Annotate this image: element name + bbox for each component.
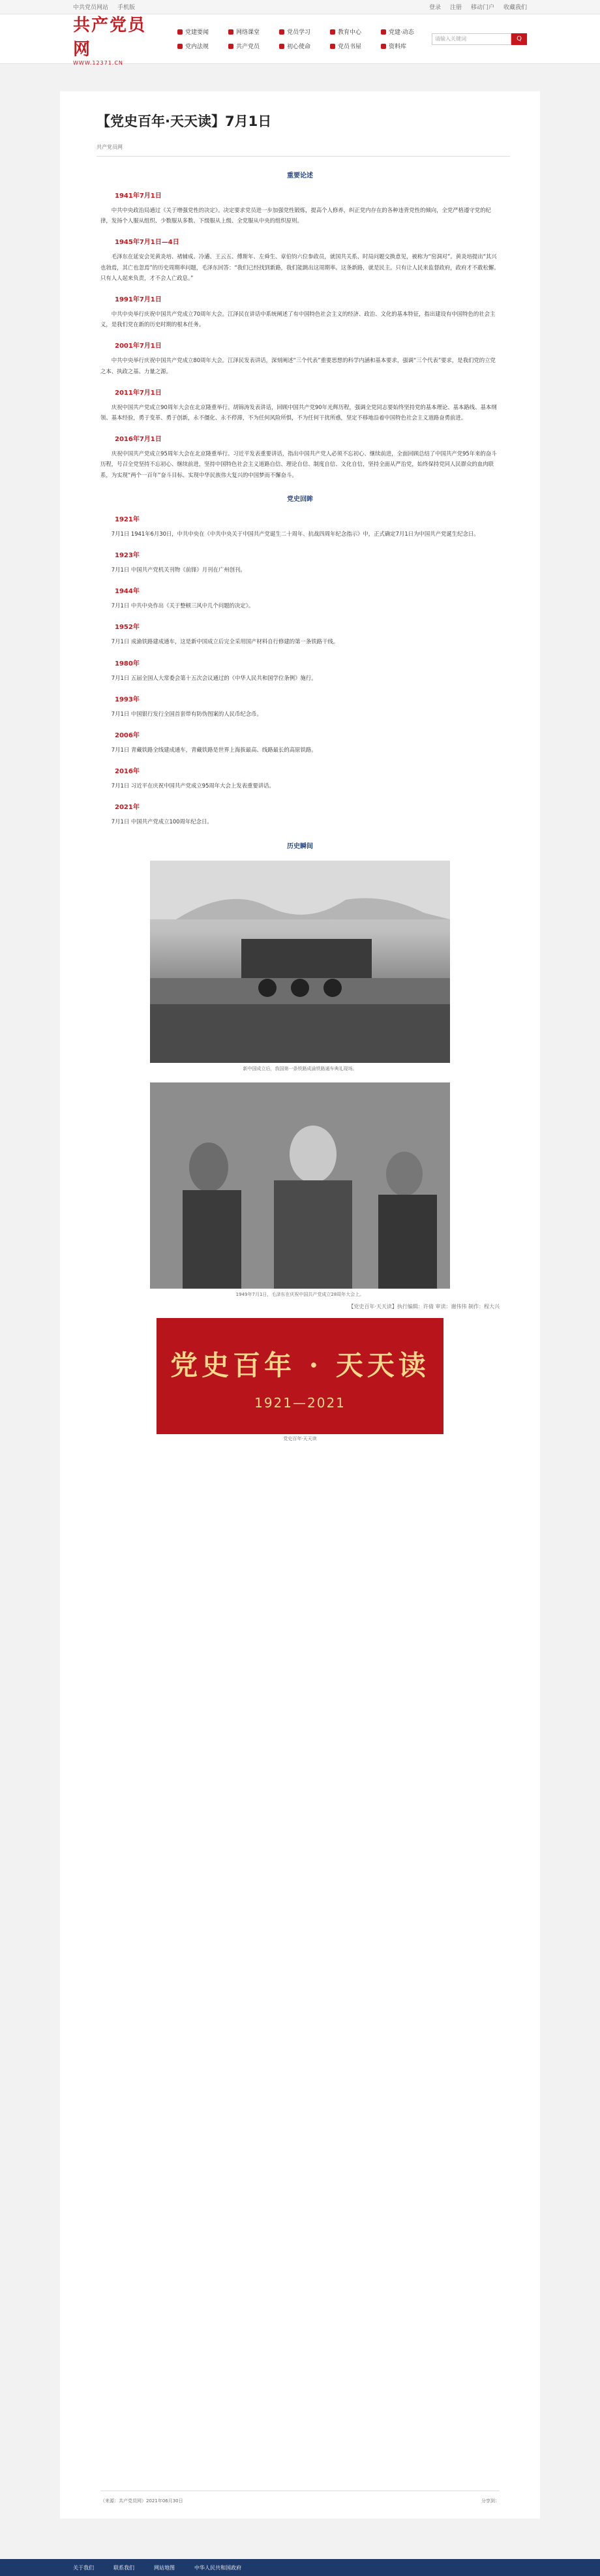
nav-item[interactable] (381, 27, 432, 36)
leader-illustration (150, 1082, 450, 1289)
train-illustration (150, 861, 450, 1063)
nav-item[interactable] (177, 42, 228, 50)
entry-date: 1991年7月1日 (115, 296, 162, 304)
history-list (100, 514, 500, 827)
nav-label: 党员学习 (287, 29, 311, 36)
entry-date: 2021年 (115, 804, 140, 812)
entry-paragraph: 7月1日 五届全国人大常委会第十五次会议通过的《中华人民共和国学位条例》施行。 (111, 674, 317, 681)
nav-label: 教育中心 (338, 29, 362, 36)
entry-paragraph: 7月1日 中共中央作出《关于整顿三风中几个问题的决定》。 (111, 602, 254, 609)
entry-paragraph: 庆祝中国共产党成立90周年大会在北京隆重举行。胡锦涛发表讲话，回顾中国共产党90年光辉历程，强调全党同志要始终坚持党的基本理论、基本路线、基本纲领、基本经验，勇于变革、勇于创新，永不僵化、永不停滞，不为任何风险所惧，不为任何干扰所惑，坚定不移地沿着中国特色社会主义道路奋勇前进。 (100, 403, 497, 422)
entry-date: 2016年7月1日 (115, 436, 162, 444)
banner-years: 1921—2021 (254, 1394, 346, 1411)
entry-date: 1923年 (115, 552, 140, 560)
nav-label: 党建·动态 (389, 29, 414, 36)
entry-date: 1952年 (115, 624, 140, 632)
nav-icon (330, 44, 335, 49)
entry-date: 2011年7月1日 (115, 389, 162, 397)
nav-label: 网络课堂 (236, 29, 260, 36)
nav-icon (228, 44, 233, 49)
article-meta (100, 2491, 500, 2504)
section-heading: 党史回眸 (287, 495, 313, 503)
article-source: 共产党员网 (97, 144, 123, 150)
entry-paragraph: 7月1日 青藏铁路全线建成通车，青藏铁路是世界上海拔最高、线路最长的高原铁路。 (111, 746, 317, 754)
entry-date: 1941年7月1日 (115, 192, 162, 200)
historic-photo-train (150, 861, 450, 1063)
events-list (100, 190, 500, 480)
nav-label: 党员书屋 (338, 44, 362, 50)
entry-paragraph: 7月1日 习近平在庆祝中国共产党成立95周年大会上发表重要讲话。 (111, 782, 275, 790)
topbar-link[interactable]: 收藏我们 (503, 5, 527, 11)
entry-paragraph: 7月1日 中国共产党机关刊物《前锋》月刊在广州创刊。 (111, 566, 246, 574)
logo-text: 共产党员网 (73, 16, 147, 59)
historic-photo-leader (150, 1082, 450, 1289)
nav-icon (381, 29, 386, 35)
nav-item[interactable] (177, 27, 228, 36)
photo-caption: 新中国成立后，我国第一条铁路成渝铁路通车典礼现场。 (243, 1066, 357, 1071)
nav-item[interactable] (228, 42, 279, 50)
site-header (0, 14, 600, 64)
nav-icon (330, 29, 335, 35)
title-divider (97, 156, 510, 157)
entry-date: 2001年7月1日 (115, 343, 162, 350)
entry-paragraph: 毛泽东在延安会见黄炎培、褚辅成、冷遹、王云五、傅斯年、左舜生、章伯钧六位参政员，就国共关系、时局问题交换意见，被称为“窑洞对”。黄炎培提出“其兴也勃焉，其亡也忽焉”的历史周期率问题，毛泽东回答：“我们已经找到新路，我们能跳出这周期率。这条新路，就是民主。只有让人民来监督政府，政府才不敢松懈。只有人人起来负责，才不会人亡政息。” (100, 253, 500, 281)
topbar-link[interactable]: 中共党员网站 (73, 5, 109, 11)
entry-date: 1945年7月1日—4日 (115, 239, 179, 247)
banner-caption: 党史百年·天天读 (283, 1435, 317, 1441)
entry-paragraph: 7月1日 成渝铁路建成通车，这是新中国成立后完全采用国产材料自行修建的第一条铁路干线。 (111, 638, 339, 645)
footer-link[interactable]: 网站地图 (154, 2564, 175, 2571)
entry-paragraph: 中共中央政治局通过《关于增强党性的决定》。决定要求党员进一步加强党性锻炼，提高个人修养，纠正党内存在的各种违背党性的倾向，全党严格遵守党的纪律，发扬个人服从组织、少数服从多数、下级服从上级、全党服从中央的组织原则。 (100, 207, 491, 224)
entry-paragraph: 7月1日 中国银行发行全国首套带有防伪图案的人民币纪念币。 (111, 710, 262, 717)
entry-paragraph: 庆祝中国共产党成立95周年大会在北京隆重举行。习近平发表重要讲话，指出中国共产党人必须不忘初心、继续前进，全面回顾总结了中国共产党95年来的奋斗历程，号召全党坚持不忘初心、继续前进，坚持中国特色社会主义道路自信、理论自信、制度自信、文化自信，坚持全面从严治党，始终保持党同人民群众的血肉联系，为实现“两个一百年”奋斗目标、实现中华民族伟大复兴的中国梦而不懈奋斗。 (100, 450, 497, 478)
nav-label: 资料库 (389, 44, 407, 50)
article-title: 【党史百年·天天读】7月1日 (97, 114, 272, 129)
search-button[interactable]: Q (511, 33, 527, 45)
logo-url: WWW.12371.CN (73, 60, 123, 66)
topbar-link[interactable]: 手机版 (117, 5, 136, 11)
nav-item[interactable] (330, 27, 381, 36)
entry-date: 1993年 (115, 696, 140, 703)
nav-item[interactable] (228, 27, 279, 36)
nav-item[interactable] (279, 27, 330, 36)
entry-paragraph: 7月1日 1941年6月30日，中共中央在《中共中央关于中国共产党诞生二十周年、抗战四周年纪念指示》中，正式确定7月1日为中国共产党诞生纪念日。 (111, 530, 479, 537)
topbar-link[interactable]: 登录 (428, 5, 441, 11)
nav-icon (177, 29, 183, 35)
editor-credit: 【党史百年·天天读】执行编辑：许倩 审读：谢伟伟 制作：程大兴 (348, 1303, 500, 1310)
entry-paragraph: 7月1日 中国共产党成立100周年纪念日。 (111, 818, 213, 825)
series-banner (157, 1318, 443, 1434)
article-date: （来源：共产党员网）2021年06月30日 (100, 2498, 183, 2504)
nav-label: 党内法规 (185, 44, 209, 50)
entry-paragraph: 中共中央举行庆祝中国共产党成立80周年大会。江泽民发表讲话，深刻阐述“三个代表”重要思想的科学内涵和基本要求，强调“三个代表”要求，是我们党的立党之本、执政之基、力量之源。 (100, 357, 496, 375)
main-nav (177, 27, 432, 50)
nav-icon (279, 29, 284, 35)
entry-date: 1944年 (115, 588, 140, 596)
section-heading: 重要论述 (287, 172, 313, 179)
nav-item[interactable] (330, 42, 381, 50)
photo-caption: 1949年7月1日，毛泽东在庆祝中国共产党成立28周年大会上。 (235, 1291, 365, 1297)
nav-icon (177, 44, 183, 49)
nav-icon (381, 44, 386, 49)
nav-label: 党建要闻 (185, 29, 209, 36)
footer-link[interactable]: 联系我们 (113, 2564, 134, 2571)
nav-item[interactable] (279, 42, 330, 50)
entry-date: 2016年 (115, 768, 140, 776)
search-input[interactable]: 请输入关键词 (432, 33, 511, 45)
nav-label: 共产党员 (236, 44, 260, 50)
site-footer (0, 2559, 600, 2576)
article-container (60, 91, 540, 2519)
footer-link[interactable]: 中华人民共和国政府 (194, 2564, 241, 2571)
share-label[interactable]: 分享到： (481, 2498, 500, 2504)
nav-icon (228, 29, 233, 35)
banner-title: 党史百年 · 天天读 (170, 1349, 430, 1381)
entry-date: 1921年 (115, 515, 140, 523)
nav-label: 初心使命 (287, 44, 311, 50)
site-logo[interactable] (73, 12, 163, 66)
topbar-link[interactable]: 注册 (449, 5, 462, 11)
footer-link[interactable]: 关于我们 (73, 2564, 94, 2571)
search-bar (432, 33, 527, 45)
section-heading: 历史瞬间 (287, 842, 313, 850)
entry-date: 2006年 (115, 732, 140, 740)
nav-item[interactable] (381, 42, 432, 50)
entry-date: 1980年 (115, 660, 140, 667)
nav-icon (279, 44, 284, 49)
topbar-link[interactable]: 移动门户 (470, 5, 494, 11)
entry-paragraph: 中共中央举行庆祝中国共产党成立70周年大会。江泽民在讲话中系统阐述了有中国特色社会主义的经济、政治、文化的基本特征，指出建设有中国特色的社会主义，是我们党在新的历史时期的根本任务。 (100, 311, 496, 328)
